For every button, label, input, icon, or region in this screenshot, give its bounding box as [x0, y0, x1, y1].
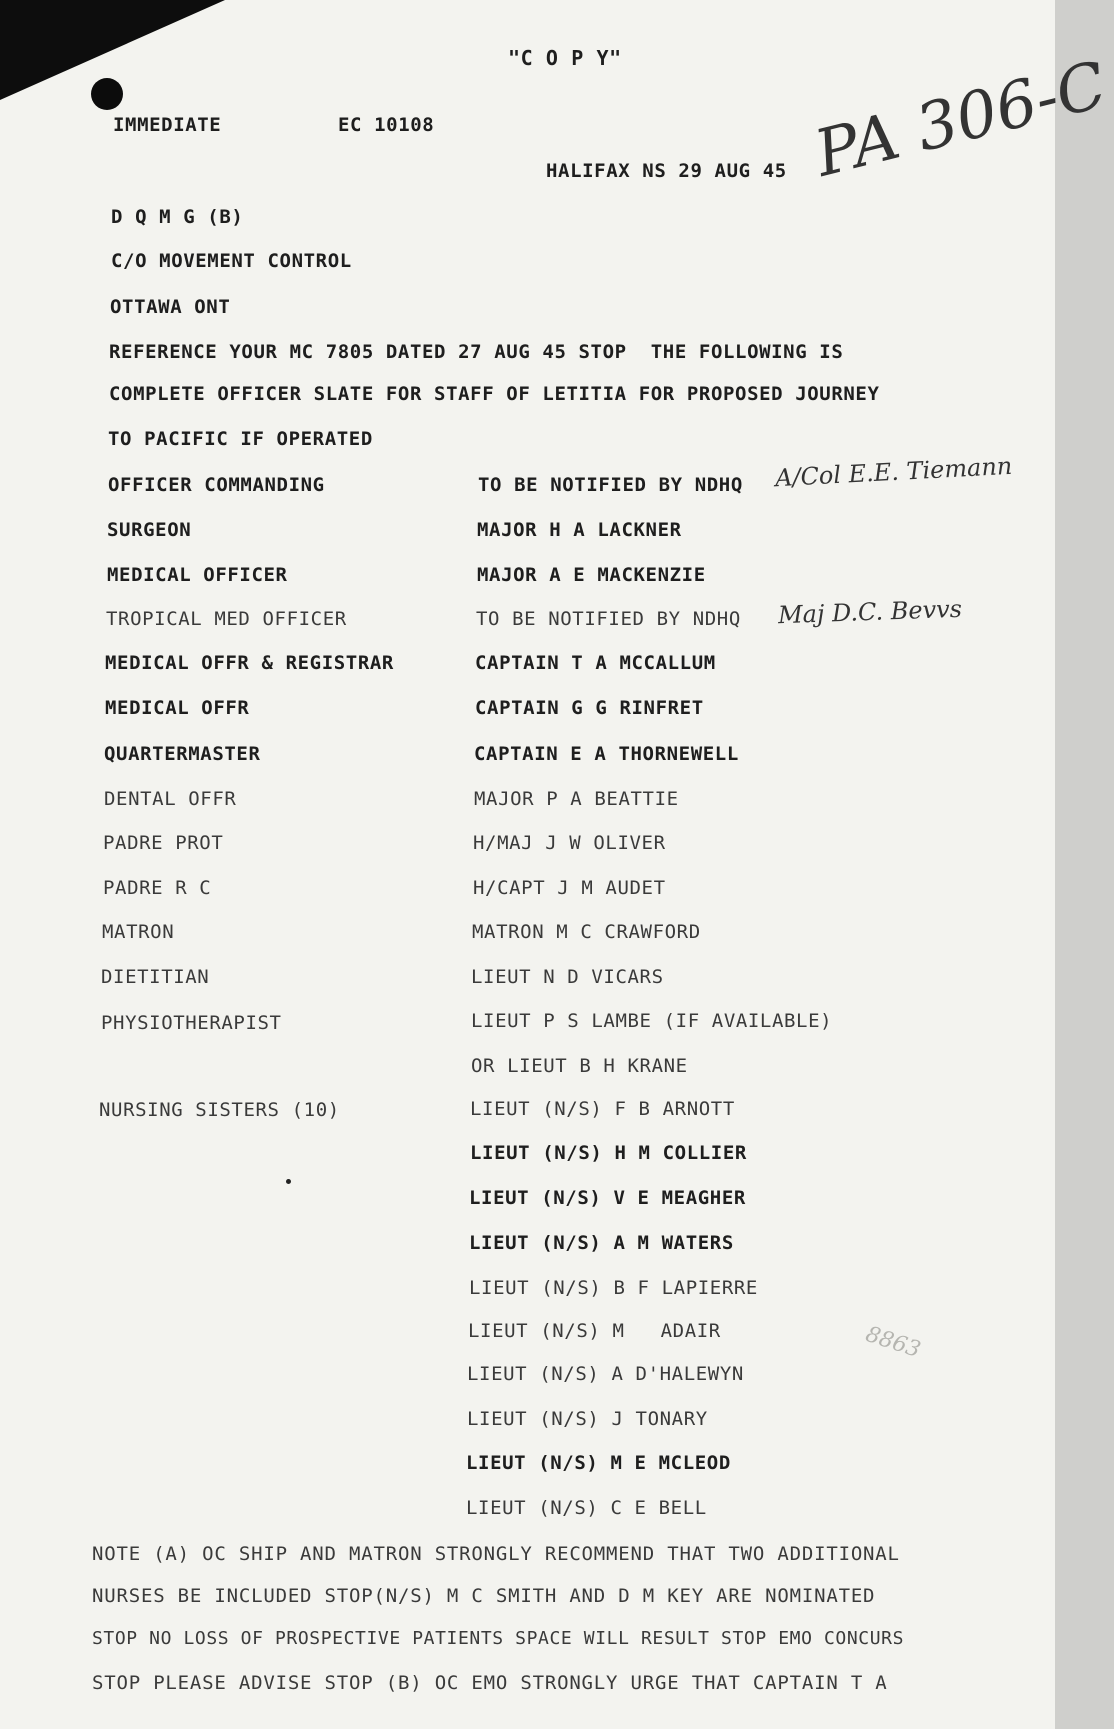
body-line-2: COMPLETE OFFICER SLATE FOR STAFF OF LETITIA FOR PROPOSED JOURNEY	[109, 383, 880, 405]
slate-name: CAPTAIN G G RINFRET	[475, 697, 704, 719]
slate-name: LIEUT (N/S) V E MEAGHER	[469, 1187, 746, 1209]
slate-name: LIEUT (N/S) B F LAPIERRE	[469, 1277, 758, 1299]
body-line-1: REFERENCE YOUR MC 7805 DATED 27 AUG 45 STOP THE FOLLOWING IS	[109, 341, 844, 363]
slate-name: LIEUT (N/S) C E BELL	[466, 1497, 707, 1519]
slate-role: MEDICAL OFFR & REGISTRAR	[105, 652, 394, 674]
slate-role: SURGEON	[107, 519, 192, 541]
slate-role: QUARTERMASTER	[104, 743, 261, 765]
address-line-2: C/O MOVEMENT CONTROL	[111, 250, 352, 272]
slate-name: LIEUT N D VICARS	[471, 966, 664, 988]
note-line-3: STOP NO LOSS OF PROSPECTIVE PATIENTS SPACE WILL RESULT STOP EMO CONCURS	[92, 1628, 905, 1649]
slate-role: DENTAL OFFR	[104, 788, 237, 810]
slate-role: NURSING SISTERS (10)	[99, 1099, 340, 1121]
slate-name: MAJOR P A BEATTIE	[474, 788, 679, 810]
slate-name: LIEUT (N/S) H M COLLIER	[470, 1142, 747, 1164]
margin-pencil-mark: 8863	[862, 1321, 924, 1364]
slate-name: CAPTAIN T A MCCALLUM	[475, 652, 716, 674]
slate-name: MAJOR H A LACKNER	[477, 519, 682, 541]
slate-name: TO BE NOTIFIED BY NDHQ	[478, 474, 743, 496]
slate-name: OR LIEUT B H KRANE	[471, 1055, 688, 1077]
slate-name: LIEUT (N/S) J TONARY	[467, 1408, 708, 1430]
origin-date: HALIFAX NS 29 AUG 45	[546, 160, 787, 182]
note-line-2: NURSES BE INCLUDED STOP(N/S) M C SMITH AND D M KEY ARE NOMINATED	[92, 1585, 876, 1607]
ink-speck	[286, 1179, 291, 1184]
slate-role: DIETITIAN	[101, 966, 210, 988]
slate-handwritten-note: Maj D.C. Bevvs	[777, 594, 963, 630]
slate-role: PADRE PROT	[103, 832, 224, 854]
slate-name: LIEUT (N/S) A M WATERS	[469, 1232, 734, 1254]
slate-name: MAJOR A E MACKENZIE	[477, 564, 706, 586]
slate-name: LIEUT P S LAMBE (IF AVAILABLE)	[471, 1010, 833, 1032]
slate-name: LIEUT (N/S) A D'HALEWYN	[467, 1363, 744, 1385]
slate-handwritten-note: A/Col E.E. Tiemann	[774, 451, 1013, 493]
address-line-1: D Q M G (B)	[111, 206, 244, 228]
slate-role: OFFICER COMMANDING	[108, 474, 325, 496]
note-line-1: NOTE (A) OC SHIP AND MATRON STRONGLY RECOMMEND THAT TWO ADDITIONAL	[92, 1543, 900, 1565]
slate-name: LIEUT (N/S) M ADAIR	[468, 1320, 721, 1342]
slate-name: LIEUT (N/S) F B ARNOTT	[470, 1098, 735, 1120]
copy-heading: "C O P Y"	[508, 46, 622, 70]
address-line-3: OTTAWA ONT	[110, 296, 231, 318]
slate-name: MATRON M C CRAWFORD	[472, 921, 701, 943]
message-number: EC 10108	[338, 114, 435, 136]
slate-name: H/CAPT J M AUDET	[473, 877, 666, 899]
slate-role: TROPICAL MED OFFICER	[106, 608, 347, 630]
slate-name: CAPTAIN E A THORNEWELL	[474, 743, 739, 765]
slate-role: MATRON	[102, 921, 175, 943]
slate-name: TO BE NOTIFIED BY NDHQ	[476, 608, 741, 630]
slate-name: LIEUT (N/S) M E MCLEOD	[466, 1452, 731, 1474]
body-line-3: TO PACIFIC IF OPERATED	[108, 428, 373, 450]
slate-role: MEDICAL OFFR	[105, 697, 250, 719]
slate-role: PHYSIOTHERAPIST	[101, 1012, 282, 1034]
punch-hole	[91, 78, 123, 110]
slate-role: PADRE R C	[103, 877, 212, 899]
handwritten-file-ref: PA 306-C	[808, 48, 1114, 192]
slate-role: MEDICAL OFFICER	[107, 564, 288, 586]
note-line-4: STOP PLEASE ADVISE STOP (B) OC EMO STRONGLY URGE THAT CAPTAIN T A	[92, 1672, 888, 1694]
slate-name: H/MAJ J W OLIVER	[473, 832, 666, 854]
precedence: IMMEDIATE	[113, 114, 222, 136]
